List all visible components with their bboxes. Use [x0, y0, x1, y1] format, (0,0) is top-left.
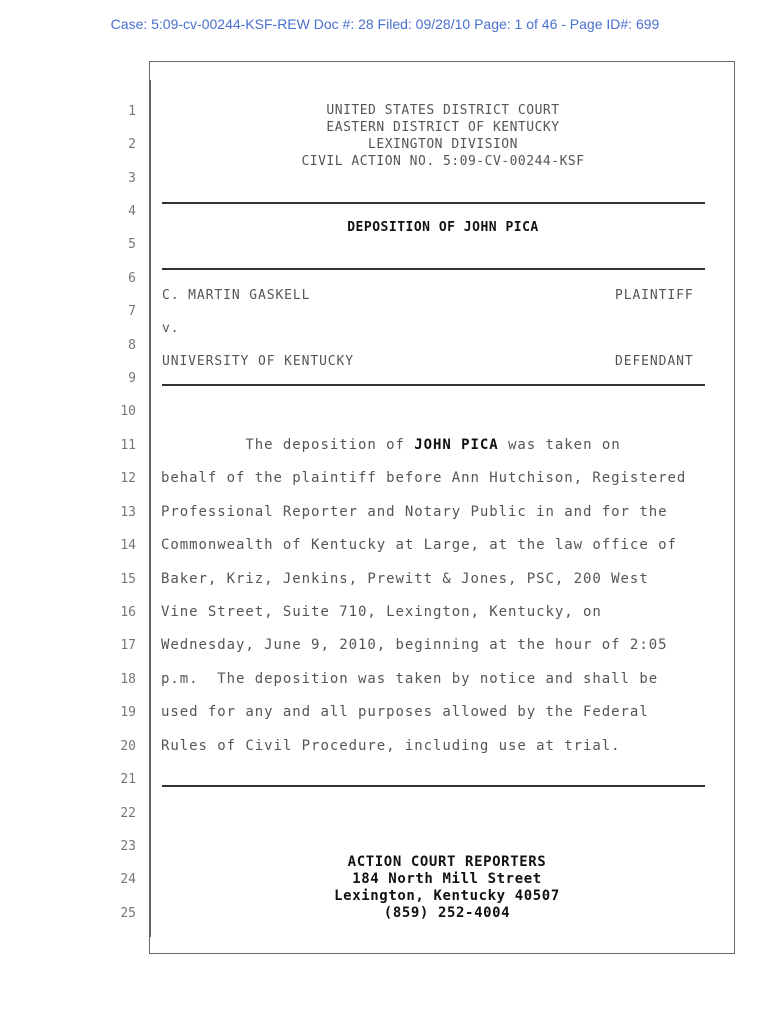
civil-action-number: CIVIL ACTION NO. 5:09-CV-00244-KSF [301, 154, 585, 169]
division-name: LEXINGTON DIVISION [368, 137, 518, 152]
deponent-name: JOHN PICA [414, 437, 499, 453]
line-number: 21 [120, 772, 136, 787]
body-line: used for any and all purposes allowed by the Federal [161, 704, 649, 720]
line-number: 13 [120, 505, 136, 520]
reporter-street: 184 North Mill Street [352, 871, 542, 887]
line-number-margin-rule [150, 80, 151, 937]
body-line: p.m. The deposition was taken by notice and shall be [161, 671, 659, 687]
line-number: 25 [120, 906, 136, 921]
line-number: 18 [120, 672, 136, 687]
body-line: Commonwealth of Kentucky at Large, at the law office of [161, 537, 677, 553]
separator-rule [162, 384, 705, 386]
deposition-title: DEPOSITION OF JOHN PICA [347, 220, 539, 235]
line-number: 24 [120, 872, 136, 887]
plaintiff-name: C. MARTIN GASKELL [162, 288, 311, 303]
defendant-label: DEFENDANT [615, 354, 694, 369]
line-number: 20 [120, 739, 136, 754]
body-line [161, 437, 621, 453]
line-number: 9 [128, 371, 136, 386]
body-line: Wednesday, June 9, 2010, beginning at the hour of 2:05 [161, 637, 668, 653]
line-number: 17 [120, 638, 136, 653]
body-line: Vine Street, Suite 710, Lexington, Kentucky, on [161, 604, 602, 620]
line-number: 10 [120, 404, 136, 419]
body-line: Rules of Civil Procedure, including use at trial. [161, 738, 621, 754]
defendant-name: UNIVERSITY OF KENTUCKY [162, 354, 354, 369]
body-line: Baker, Kriz, Jenkins, Prewitt & Jones, PSC, 200 West [161, 571, 649, 587]
line-number: 4 [128, 204, 136, 219]
separator-rule [162, 202, 705, 204]
reporter-city: Lexington, Kentucky 40507 [334, 888, 560, 904]
body-text: was taken on [498, 437, 621, 453]
reporter-phone: (859) 252-4004 [383, 905, 511, 921]
line-number: 22 [120, 806, 136, 821]
line-number: 19 [120, 705, 136, 720]
versus-label: v. [162, 321, 180, 336]
reporter-name: ACTION COURT REPORTERS [347, 854, 547, 870]
line-number: 1 [128, 104, 136, 119]
line-number: 15 [120, 572, 136, 587]
line-number: 8 [128, 338, 136, 353]
line-number: 16 [120, 605, 136, 620]
line-number: 7 [128, 304, 136, 319]
body-line: behalf of the plaintiff before Ann Hutchison, Registered [161, 470, 687, 486]
body-text: The deposition of [161, 437, 415, 453]
plaintiff-label: PLAINTIFF [615, 288, 694, 303]
line-number: 14 [120, 538, 136, 553]
line-number: 11 [120, 438, 136, 453]
separator-rule [162, 785, 705, 787]
line-number: 23 [120, 839, 136, 854]
line-number: 12 [120, 471, 136, 486]
line-number: 5 [128, 237, 136, 252]
line-number: 2 [128, 137, 136, 152]
case-header-stamp: Case: 5:09-cv-00244-KSF-REW Doc #: 28 Filed: 09/28/10 Page: 1 of 46 - Page ID#: 699 [110, 16, 660, 32]
body-line: Professional Reporter and Notary Public in and for the [161, 504, 668, 520]
separator-rule [162, 268, 705, 270]
district-name: EASTERN DISTRICT OF KENTUCKY [326, 120, 560, 135]
line-number: 6 [128, 271, 136, 286]
court-name: UNITED STATES DISTRICT COURT [326, 103, 560, 118]
line-number: 3 [128, 171, 136, 186]
